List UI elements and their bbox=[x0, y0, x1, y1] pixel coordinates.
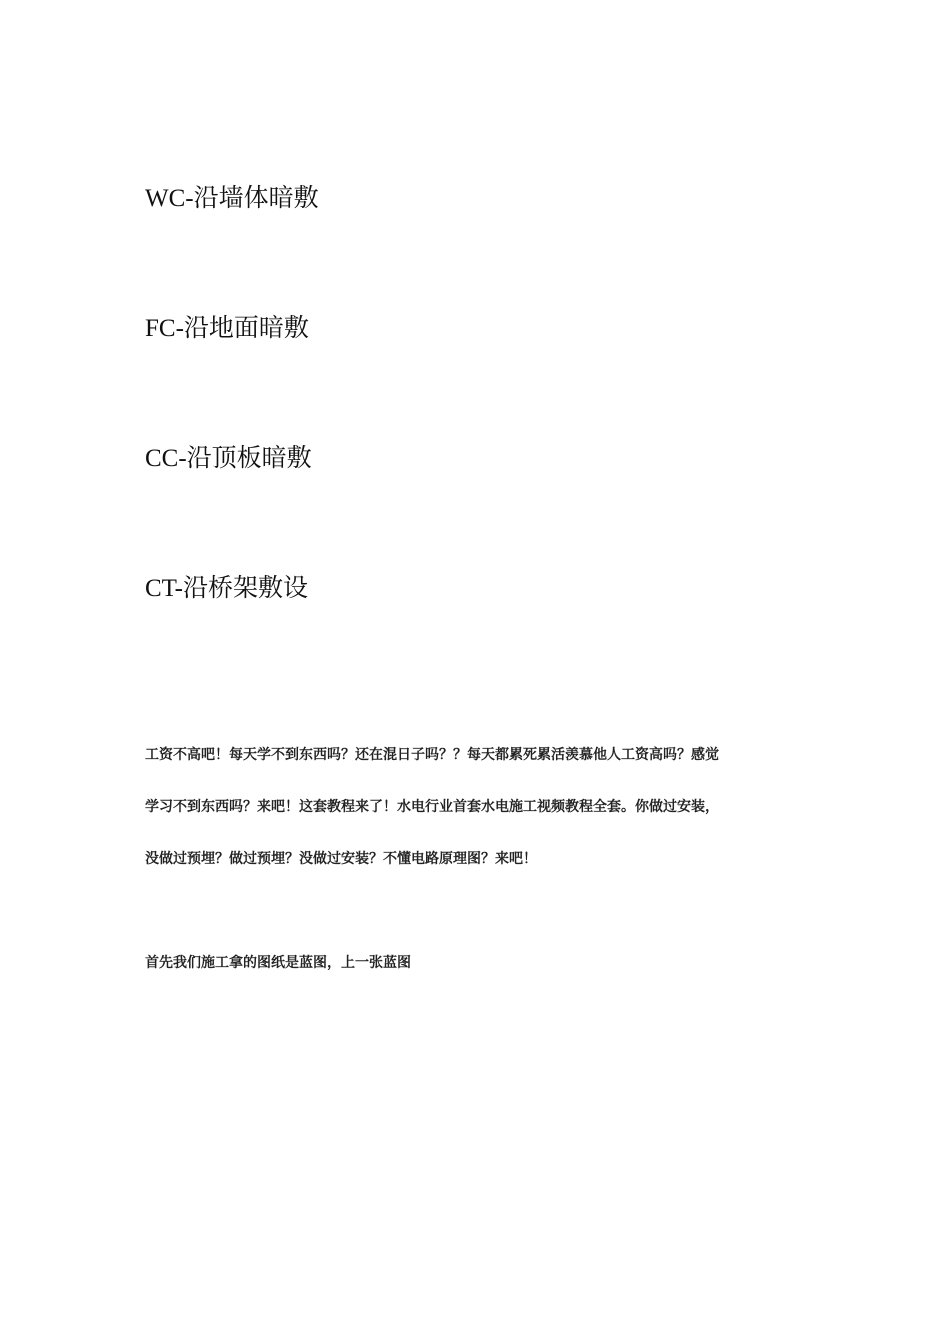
wiring-method-cc: CC-沿顶板暗敷 bbox=[145, 445, 312, 472]
wiring-method-fc: FC-沿地面暗敷 bbox=[145, 315, 309, 342]
promo-line-1: 工资不高吧！每天学不到东西吗？还在混日子吗？？每天都累死累活羡慕他人工资高吗？感觉 bbox=[145, 747, 719, 763]
wiring-method-ct: CT-沿桥架敷设 bbox=[145, 575, 308, 602]
wiring-method-wc: WC-沿墙体暗敷 bbox=[145, 185, 319, 212]
promo-line-3: 没做过预埋？做过预埋？没做过安装？不懂电路原理图？来吧！ bbox=[145, 851, 537, 867]
intro-line: 首先我们施工拿的图纸是蓝图，上一张蓝图 bbox=[145, 955, 411, 971]
promo-line-2: 学习不到东西吗？来吧！这套教程来了！水电行业首套水电施工视频教程全套。你做过安装， bbox=[145, 799, 719, 815]
